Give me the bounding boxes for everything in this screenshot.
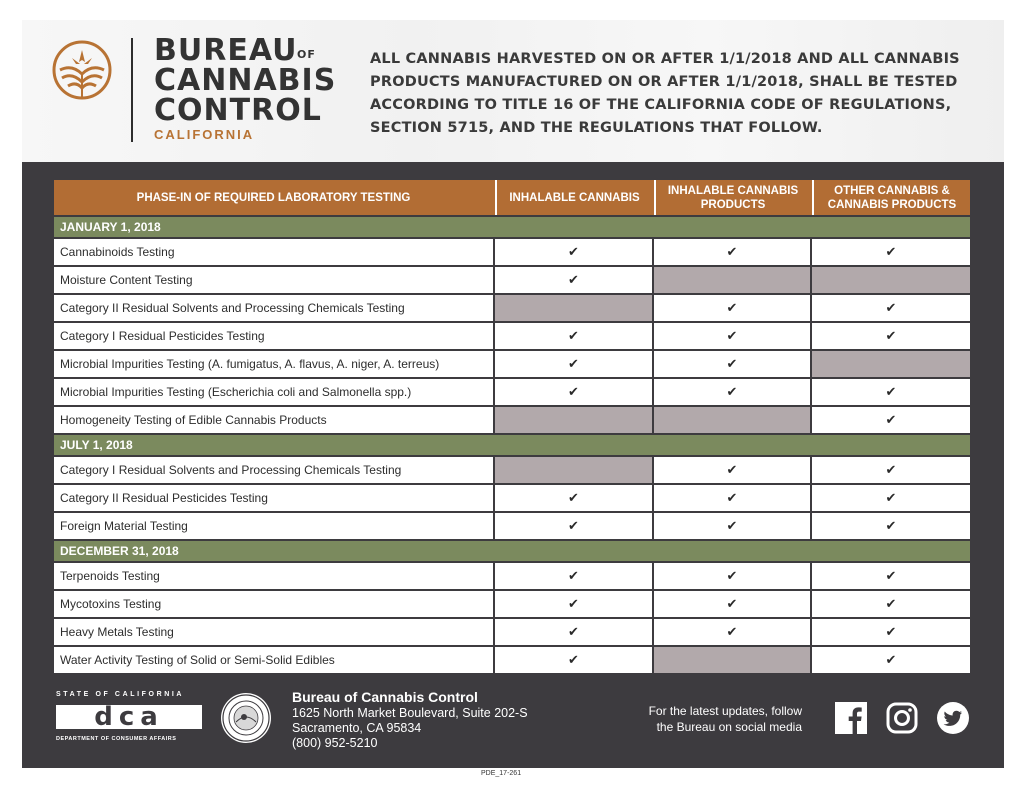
check-icon-inhalable-products: ✔ (654, 295, 810, 321)
cannabis-leaf-logo-icon (52, 40, 112, 100)
table-row (54, 265, 970, 293)
section-header: JULY 1, 2018 (54, 433, 970, 455)
not-applicable-cell-other-products (812, 351, 970, 377)
not-applicable-cell-inhalable-cannabis (495, 457, 652, 483)
check-icon-other-products: ✔ (812, 295, 970, 321)
check-icon-inhalable-cannabis: ✔ (495, 323, 652, 349)
logo-divider (131, 38, 133, 142)
address-line-2: Sacramento, CA 95834 (292, 721, 422, 735)
dca-wordmark (56, 701, 202, 733)
test-name: Category II Residual Pesticides Testing (54, 485, 493, 511)
section-header: DECEMBER 31, 2018 (54, 539, 970, 561)
test-name: Foreign Material Testing (54, 513, 493, 539)
check-icon-inhalable-products: ✔ (654, 351, 810, 377)
dca-state-label: STATE OF CALIFORNIA (56, 691, 185, 698)
column-header-inhalable-products: INHALABLE CANNABIS PRODUCTS (654, 180, 810, 215)
check-icon-inhalable-cannabis: ✔ (495, 619, 652, 645)
table-row (54, 293, 970, 321)
check-icon-other-products: ✔ (812, 619, 970, 645)
dca-department-label: DEPARTMENT OF CONSUMER AFFAIRS (56, 736, 177, 742)
check-icon-inhalable-cannabis: ✔ (495, 563, 652, 589)
check-icon-inhalable-cannabis: ✔ (495, 267, 652, 293)
test-name: Homogeneity Testing of Edible Cannabis Products (54, 407, 493, 433)
check-icon-inhalable-cannabis: ✔ (495, 591, 652, 617)
check-icon-other-products: ✔ (812, 379, 970, 405)
test-name: Mycotoxins Testing (54, 591, 493, 617)
check-icon-other-products: ✔ (812, 563, 970, 589)
check-icon-inhalable-products: ✔ (654, 379, 810, 405)
test-name: Microbial Impurities Testing (A. fumigatus, A. flavus, A. niger, A. terreus) (54, 351, 493, 377)
table-row (54, 645, 970, 673)
dca-logo (56, 691, 202, 742)
column-header-other-products: OTHER CANNABIS & CANNABIS PRODUCTS (812, 180, 970, 215)
check-icon-other-products: ✔ (812, 513, 970, 539)
dca-wordmark-text: dca (94, 702, 164, 732)
not-applicable-cell-inhalable-cannabis (495, 407, 652, 433)
logo-subtitle: CALIFORNIA (154, 127, 255, 142)
column-header-phase: PHASE-IN OF REQUIRED LABORATORY TESTING (136, 191, 411, 204)
check-icon-other-products: ✔ (812, 407, 970, 433)
check-icon-inhalable-products: ✔ (654, 457, 810, 483)
logo-line-3: CONTROL (154, 93, 322, 128)
check-icon-inhalable-products: ✔ (654, 323, 810, 349)
table-row (54, 617, 970, 645)
twitter-icon[interactable] (937, 702, 969, 734)
table-body (54, 215, 970, 673)
testing-table (54, 180, 970, 673)
logo-of: OF (297, 48, 316, 61)
table-row (54, 511, 970, 539)
check-icon-inhalable-products: ✔ (654, 485, 810, 511)
check-icon-inhalable-cannabis: ✔ (495, 513, 652, 539)
column-header-inhalable-cannabis: INHALABLE CANNABIS (495, 180, 652, 215)
check-icon-inhalable-cannabis: ✔ (495, 239, 652, 265)
check-icon-inhalable-cannabis: ✔ (495, 647, 652, 673)
table-row (54, 237, 970, 265)
table-row (54, 377, 970, 405)
check-icon-inhalable-products: ✔ (654, 619, 810, 645)
test-name: Category I Residual Pesticides Testing (54, 323, 493, 349)
not-applicable-cell-inhalable-products (654, 647, 810, 673)
check-icon-other-products: ✔ (812, 457, 970, 483)
section-header: JANUARY 1, 2018 (54, 215, 970, 237)
test-name: Microbial Impurities Testing (Escherichia coli and Salmonella spp.) (54, 379, 493, 405)
test-name: Cannabinoids Testing (54, 239, 493, 265)
social-follow-text: For the latest updates, follow the Bureau on social media (648, 704, 802, 734)
table-row (54, 455, 970, 483)
facebook-icon[interactable] (835, 702, 867, 734)
contact-address (292, 688, 528, 751)
not-applicable-cell-other-products (812, 267, 970, 293)
not-applicable-cell-inhalable-products (654, 267, 810, 293)
test-name: Category I Residual Solvents and Processing Chemicals Testing (54, 457, 493, 483)
address-line-1: 1625 North Market Boulevard, Suite 202-S (292, 706, 528, 720)
check-icon-other-products: ✔ (812, 239, 970, 265)
not-applicable-cell-inhalable-cannabis (495, 295, 652, 321)
bureau-logo-text (154, 34, 354, 149)
test-name: Moisture Content Testing (54, 267, 493, 293)
check-icon-inhalable-cannabis: ✔ (495, 485, 652, 511)
check-icon-other-products: ✔ (812, 647, 970, 673)
instagram-icon[interactable] (886, 702, 918, 734)
phone-number: (800) 952-5210 (292, 736, 378, 750)
logo-line-2: CANNABIS (154, 63, 337, 98)
check-icon-inhalable-products: ✔ (654, 239, 810, 265)
check-icon-other-products: ✔ (812, 591, 970, 617)
check-icon-inhalable-products: ✔ (654, 591, 810, 617)
table-row (54, 349, 970, 377)
org-name: Bureau of Cannabis Control (292, 689, 478, 705)
table-row (54, 321, 970, 349)
test-name: Terpenoids Testing (54, 563, 493, 589)
table-row (54, 405, 970, 433)
test-name: Water Activity Testing of Solid or Semi-Solid Edibles (54, 647, 493, 673)
document-code: PDE_17-261 (481, 770, 522, 777)
check-icon-other-products: ✔ (812, 323, 970, 349)
check-icon-inhalable-products: ✔ (654, 513, 810, 539)
table-row (54, 561, 970, 589)
logo-line-1: BUREAU (154, 33, 298, 68)
state-seal-icon (220, 692, 272, 744)
check-icon-inhalable-cannabis: ✔ (495, 351, 652, 377)
check-icon-other-products: ✔ (812, 485, 970, 511)
not-applicable-cell-inhalable-products (654, 407, 810, 433)
check-icon-inhalable-products: ✔ (654, 563, 810, 589)
test-name: Heavy Metals Testing (54, 619, 493, 645)
table-row (54, 483, 970, 511)
test-name: Category II Residual Solvents and Processing Chemicals Testing (54, 295, 493, 321)
testing-notice: ALL CANNABIS HARVESTED ON OR AFTER 1/1/2018 AND ALL CANNABIS PRODUCTS MANUFACTURED ON OR AFTER 1/1/2018, SHALL BE TESTED ACCORDING TO TITLE 16 OF THE CALIFORNIA CODE OF REGULATIONS, SECTION 5715, AND THE REGULATIONS THAT FOLLOW. (370, 51, 960, 136)
table-header (54, 180, 970, 215)
check-icon-inhalable-cannabis: ✔ (495, 379, 652, 405)
table-row (54, 589, 970, 617)
